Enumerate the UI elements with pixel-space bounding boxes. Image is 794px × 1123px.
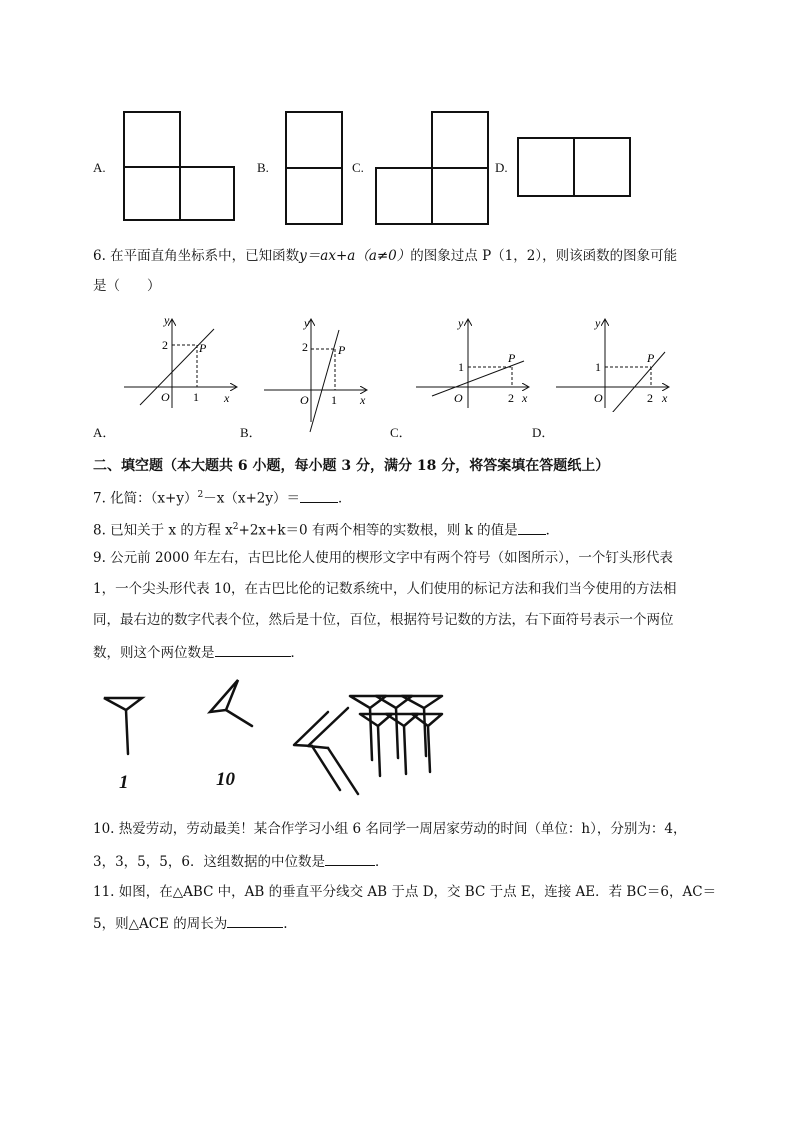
cuneiform-ten-symbol (202, 676, 256, 736)
q5-option-d-label: D. (495, 160, 508, 175)
q5-figure-b (280, 106, 348, 226)
q6-stem-line2: 是（ ） (93, 278, 161, 294)
graph-a-y-label: y (164, 313, 170, 327)
graph-b-origin: O (300, 393, 309, 407)
q5-figure-a (118, 106, 240, 224)
q9-line4: 数，则这个两位数是 ． (93, 642, 304, 663)
cuneiform-one-symbol (98, 690, 148, 760)
graph-c-x-label: x (522, 391, 528, 405)
graph-c-origin: O (454, 391, 463, 405)
q6-option-d-label: D． (532, 425, 555, 440)
q10-answer-blank[interactable] (325, 851, 375, 866)
q6-function: y＝ax+a（a≠0） (299, 248, 411, 264)
graph-a-xtick: 1 (193, 390, 199, 404)
graph-c-xtick: 2 (508, 391, 514, 405)
q9-line3: 同，最右边的数字代表个位，然后是十位，百位，根据符号记数的方法，右下面符号表示一个两位 (93, 612, 674, 628)
q9-line2: 1，一个尖头形代表 10，在古巴比伦的记数系统中，人们使用的标记方法和我们当今使用的方法相 (93, 581, 677, 597)
graph-b-x-label: x (360, 393, 366, 407)
q5-option-b-label: B. (257, 160, 269, 175)
q6-option-b-label: B． (240, 425, 262, 440)
q11-answer-blank[interactable] (227, 913, 283, 928)
q11-line2: 5，则△ACE 的周长为 . (93, 913, 288, 934)
graph-d-ytick: 1 (595, 360, 601, 374)
q8-text: 8. 已知关于 x 的方程 $x^2+2x+k=0$ 有两个相等的实数根，则 k 的值是 ． (93, 518, 559, 541)
q5-option-a-label: A. (93, 160, 106, 175)
graph-d-origin: O (594, 391, 603, 405)
q6-graph-a (118, 312, 246, 412)
graph-d-xtick: 2 (647, 391, 653, 405)
q10-line1: 10. 热爱劳动，劳动最美！某合作学习小组 6 名同学一周居家劳动的时间（单位：h），分别为：4， (93, 821, 687, 837)
graph-a-x-label: x (224, 391, 230, 405)
q9-line1: 9. 公元前 2000 年左右，古巴比伦人使用的楔形文字中有两个符号（如图所示），一个钉头形代表 (93, 550, 673, 566)
graph-b-ytick: 2 (302, 340, 308, 354)
q10-line2: 3，3，5，5，6．这组数据的中位数是 ． (93, 851, 388, 872)
q6-stem-line1: 6. 在平面直角坐标系中，已知函数y＝ax+a（a≠0）的图象过点 P（1，2），则该函数的图象可能 (93, 248, 678, 264)
graph-b-xtick: 1 (331, 393, 337, 407)
graph-b-y-label: y (304, 316, 310, 330)
cuneiform-ten-label: 10 (216, 769, 235, 790)
graph-a-point-p: P (199, 341, 207, 355)
section-2-title: 二、填空题（本大题共 6 小题，每小题 3 分，满分 18 分，将答案填在答题纸上） (93, 458, 610, 474)
q6-option-a-label: A． (93, 425, 116, 440)
q6-graph-b (262, 312, 374, 434)
q5-option-c-label: C. (352, 160, 364, 175)
q11-line1: 11. 如图，在△ABC 中，AB 的垂直平分线交 AB 于点 D，交 BC 于点 E，连接 AE．若 BC＝6，AC＝ (93, 884, 717, 900)
graph-d-y-label: y (595, 316, 601, 330)
graph-a-origin: O (161, 390, 170, 404)
graph-b-point-p: P (338, 343, 346, 357)
cuneiform-one-label: 1 (119, 772, 129, 793)
q6-graph-d (552, 312, 678, 412)
graph-a-ytick: 2 (162, 338, 168, 352)
graph-c-point-p: P (508, 351, 516, 365)
q5-figure-c (370, 106, 494, 228)
q9-answer-blank[interactable] (215, 642, 291, 657)
graph-d-x-label: x (662, 391, 668, 405)
q6-graph-c (412, 312, 538, 412)
graph-c-y-label: y (458, 316, 464, 330)
graph-c-ytick: 1 (458, 360, 464, 374)
graph-d-point-p: P (647, 351, 655, 365)
q5-figure-d (513, 133, 637, 201)
q7-answer-blank[interactable] (300, 488, 338, 503)
q8-answer-blank[interactable] (518, 520, 546, 535)
cuneiform-number-symbol (288, 690, 448, 802)
q7-text: 7. 化简：$(x+y)^2-x(x+2y)=$ ． (93, 486, 351, 509)
q6-option-c-label: C． (390, 425, 412, 440)
